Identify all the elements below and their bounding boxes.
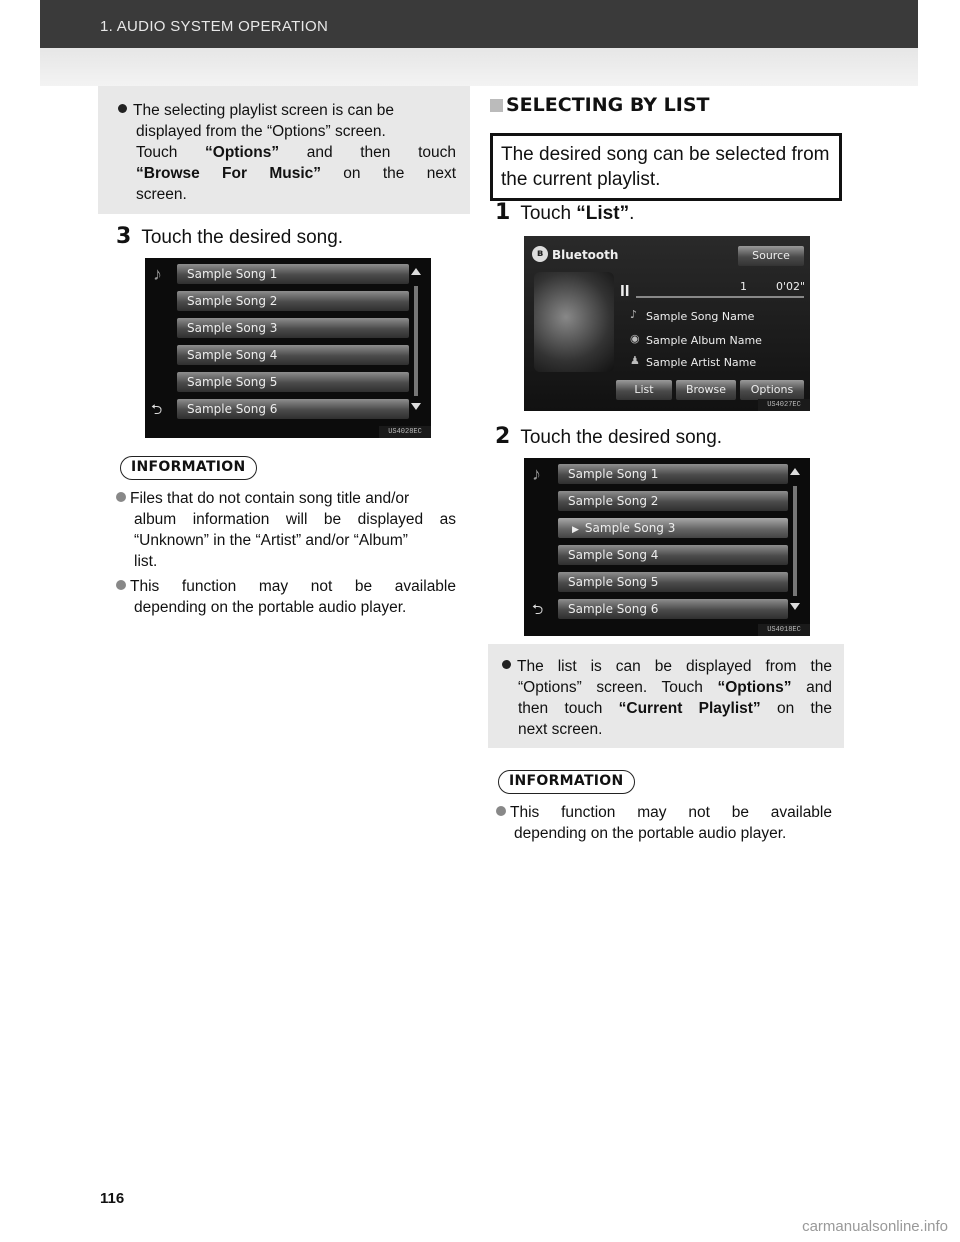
pause-icon[interactable]: ll	[620, 284, 630, 300]
progress-bar	[636, 296, 804, 298]
bullet-icon	[496, 806, 506, 816]
information-badge: INFORMATION	[120, 456, 257, 480]
song-row-1[interactable]: Sample Song 1	[558, 464, 788, 484]
song-row-4[interactable]: Sample Song 4	[558, 545, 788, 565]
music-note-icon: ♪	[532, 464, 541, 484]
song-row-3-playing[interactable]: ▶ Sample Song 3	[558, 518, 788, 538]
screen-code: US4018EC	[758, 624, 810, 636]
page-number: 116	[100, 1190, 125, 1207]
list-button[interactable]: List	[616, 380, 672, 400]
song-row-6[interactable]: Sample Song 6	[558, 599, 788, 619]
header-band	[40, 48, 918, 86]
square-icon	[490, 99, 503, 112]
play-icon: ▶	[572, 525, 579, 535]
step-1: 1 Touch “List”.	[495, 200, 635, 225]
album-art	[534, 272, 614, 372]
screen-title: Bluetooth	[552, 248, 619, 262]
browse-button[interactable]: Browse	[676, 380, 736, 400]
elapsed-time: 0'02"	[776, 280, 806, 293]
info-list-left: Files that do not contain song title and/or album information will be displayed as “Unknown” in the “Artist” and/or “Album” list. This function may not be available depending on the portable audio player.	[116, 488, 456, 618]
track-number: 1	[740, 280, 747, 293]
album-icon: ◉	[630, 332, 640, 345]
scroll-down-icon[interactable]	[411, 403, 421, 410]
bullet-icon	[116, 492, 126, 502]
framed-description: The desired song can be selected from the current playlist.	[490, 133, 842, 201]
bullet-icon	[502, 660, 511, 669]
step-2: 2 Touch the desired song.	[495, 424, 723, 449]
back-icon[interactable]: ⮌	[151, 401, 163, 417]
scroll-up-icon[interactable]	[411, 268, 421, 275]
watermark: carmanualsonline.info	[802, 1218, 948, 1235]
song-icon: ♪	[630, 308, 638, 321]
screen-code: US4028EC	[379, 426, 431, 438]
song-row-5[interactable]: Sample Song 5	[177, 372, 409, 392]
section-heading: SELECTING BY LIST	[490, 94, 709, 116]
song-row-6[interactable]: Sample Song 6	[177, 399, 409, 419]
scroll-down-icon[interactable]	[790, 603, 800, 610]
section-title: 1. AUDIO SYSTEM OPERATION	[100, 18, 329, 35]
song-row-4[interactable]: Sample Song 4	[177, 345, 409, 365]
note-text-left: The selecting playlist screen is can be displayed from the “Options” screen. Touch “Options” and then touch “Browse For Music” on the next screen.	[118, 100, 456, 205]
bluetooth-audio-screen	[524, 236, 810, 411]
artist-icon: ♟	[630, 354, 640, 367]
screen-code: US4027EC	[758, 399, 810, 411]
artist-name: Sample Artist Name	[646, 356, 757, 369]
song-list-screen-2	[524, 458, 810, 636]
song-list-screen-1	[145, 258, 431, 438]
song-row-5[interactable]: Sample Song 5	[558, 572, 788, 592]
scroll-up-icon[interactable]	[790, 468, 800, 475]
options-button[interactable]: Options	[740, 380, 804, 400]
scrollbar[interactable]	[414, 286, 418, 396]
bullet-icon	[116, 580, 126, 590]
note-text-right: The list is can be displayed from the “Options” screen. Touch “Options” and then touch “Current Playlist” on the next screen.	[502, 656, 832, 740]
song-row-1[interactable]: Sample Song 1	[177, 264, 409, 284]
step-3: 3 Touch the desired song.	[116, 224, 344, 249]
scrollbar[interactable]	[793, 486, 797, 596]
info-list-right: This function may not be available depending on the portable audio player.	[496, 802, 832, 844]
song-row-3[interactable]: Sample Song 3	[177, 318, 409, 338]
song-name: Sample Song Name	[646, 310, 755, 323]
source-button[interactable]: Source	[738, 246, 804, 266]
back-icon[interactable]: ⮌	[532, 601, 544, 617]
information-badge: INFORMATION	[498, 770, 635, 794]
music-note-icon: ♪	[153, 264, 162, 284]
song-row-2[interactable]: Sample Song 2	[177, 291, 409, 311]
album-name: Sample Album Name	[646, 334, 762, 347]
song-row-2[interactable]: Sample Song 2	[558, 491, 788, 511]
bluetooth-icon: ʙ	[532, 246, 548, 262]
bullet-icon	[118, 104, 127, 113]
